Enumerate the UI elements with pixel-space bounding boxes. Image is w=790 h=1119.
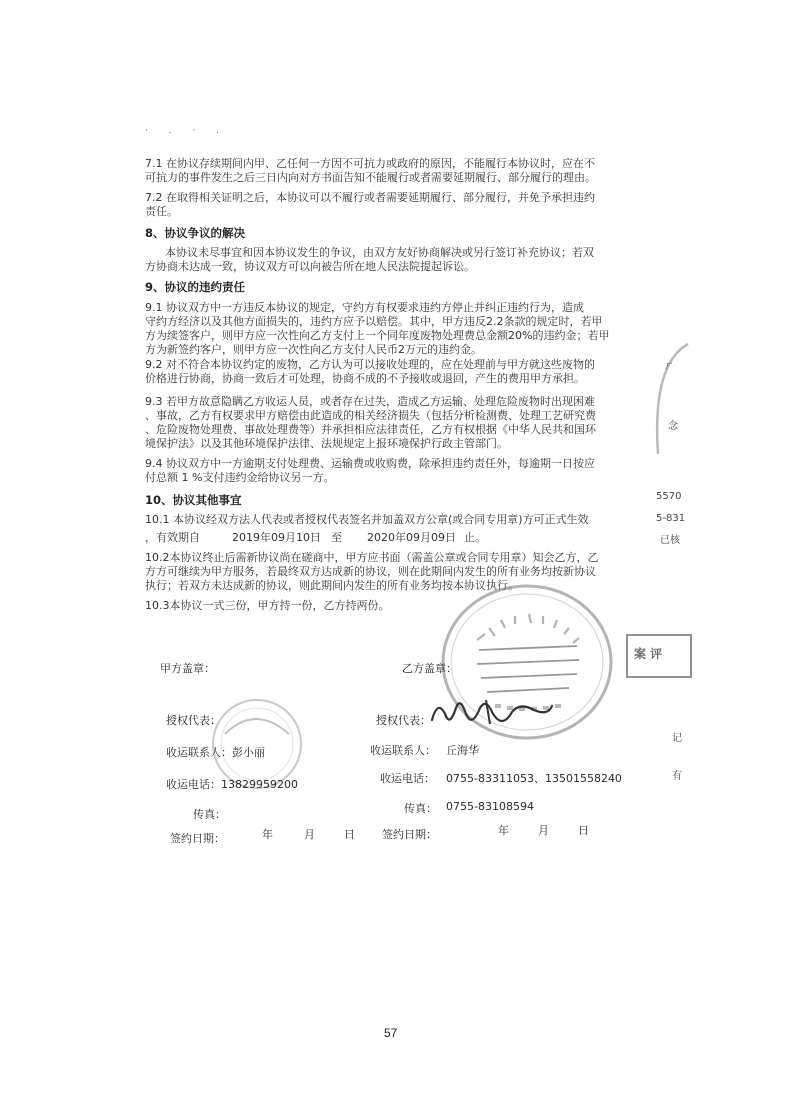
party-b-phone-value: 0755-83311053、13501558240 [446,772,622,785]
party-b-fax-value: 0755-83108594 [446,800,534,813]
clause-9-1-line-2: 守约方经济以及其他方面损失的，违约方应予以赔偿。其中，甲方违反2.2条款的规定时，若甲 [145,315,603,328]
party-b-date-day: 日 [578,824,589,837]
party-a-auth-label: 授权代表： [166,714,221,727]
clause-10-3: 10.3本协议一式三份，甲方持一份，乙方持两份。 [145,599,390,612]
party-b-date-year: 年 [498,824,509,837]
margin-fragment-6: 案 评 [634,647,663,661]
clause-9-4-line-2: 付总额 1 %支付违约金给协议另一方。 [145,471,335,484]
party-a-date-day: 日 [344,828,355,841]
clause-7-1-line-2: 可抗力的事件发生之后三日内向对方书面告知不能履行或者需要延期履行、部分履行的理由。 [145,171,596,184]
clause-9-1-line-1: 9.1 协议双方中一方违反本协议的规定，守约方有权要求违约方停止并纠正违约行为，造成 [145,301,584,314]
clause-8-line-1: 本协议未尽事宜和因本协议发生的争议，由双方友好协商解决或另行签订补充协议；若双 [165,246,594,259]
clause-7-1-line-1: 7.1 在协议存续期间内甲、乙任何一方因不可抗力或政府的原因，不能履行本协议时，应在不 [145,157,595,170]
clause-10-2-line-1: 10.2本协议终止后需新协议尚在磋商中，甲方应书面（需盖公章或合同专用章）知会乙方，乙 [145,551,599,564]
clause-9-2-line-1: 9.2 对不符合本协议约定的废物，乙方认为可以接收处理的，应在处理前与甲方就这些废物的 [145,358,595,371]
clause-8-line-2: 方协商未达成一致，协议双方可以向被告所在地人民法院提起诉讼。 [145,260,475,273]
page-number: 57 [384,1026,398,1040]
validity-to: 至 [331,531,342,544]
clause-9-1-line-4: 方为新签约客户，则甲方应一次性向乙方支付人民币2万元的违约金。 [145,343,482,356]
party-b-date-month: 月 [538,824,549,837]
margin-fragment-8: 有 [672,771,682,782]
clause-9-3-line-4: 境保护法》以及其他环境保护法律、法规规定上报环境保护行政主管部门。 [145,437,508,450]
clause-7-2-line-1: 7.2 在取得相关证明之后，本协议可以不履行或者需要延期履行、部分履行，并免予承担违约 [145,191,595,204]
clause-9-2-line-2: 价格进行协商，协商一致后才可处理，协商不成的不予接收或退回，产生的费用甲方承担。 [145,372,585,385]
margin-fragment-2: 念 [668,421,678,432]
party-b-auth-label: 授权代表： [376,714,431,727]
party-a-sign-date-label: 签约日期： [170,832,225,845]
header-dots: · . · . [145,126,229,136]
section-9-heading: 9、协议的违约责任 [145,280,246,294]
clause-9-3-line-1: 9.3 若甲方故意隐瞒乙方收运人员，或者存在过失，造成乙方运输、处理危险废物时出现困难 [145,395,595,408]
margin-seal-arc-top [650,340,690,460]
party-a-phone: 收运电话：13829959200 [166,778,298,791]
validity-end-date: 2020年09月09日 [367,531,456,544]
party-b-contact-label: 收运联系人： [370,744,436,757]
validity-start-date: 2019年09月10日 [232,531,321,544]
party-a-seal-label: 甲方盖章： [160,662,215,675]
party-b-seal-label: 乙方盖章： [402,662,457,675]
party-b-sign-date-label: 签约日期： [382,828,437,841]
party-b-phone-label: 收运电话： [380,772,435,785]
margin-fragment-3: 5570 [656,491,682,502]
party-b-fax-label: 传真： [404,802,437,815]
clause-9-1-line-3: 方为续签客户，则甲方应一次性向乙方支付上一个同年度废物处理费总金额20%的违约金；若甲 [145,329,610,342]
party-a-date-month: 月 [304,828,315,841]
party-b-handwritten-signature [426,692,556,732]
clause-10-1-line-1: 10.1 本协议经双方法人代表或者授权代表签名并加盖双方公章(或合同专用章)方可正式生效 [145,513,589,526]
clause-9-4-line-1: 9.4 协议双方中一方逾期支付处理费、运输费或收购费，除承担违约责任外，每逾期一日按应 [145,457,595,470]
party-a-date-year: 年 [262,828,273,841]
section-10-heading: 10、协议其他事宜 [145,493,242,507]
party-b-contact-name: 丘海华 [446,744,479,757]
party-a-fax: 传真： [193,808,226,821]
validity-stop: 止。 [464,531,486,544]
margin-fragment-4: 5-831 [656,513,686,524]
margin-fragment-7: 记 [672,733,682,744]
margin-fragment-1: ㄏ [664,361,674,372]
section-8-heading: 8、协议争议的解决 [145,226,246,240]
clause-9-3-line-2: 、事故，乙方有权要求甲方赔偿由此造成的相关经济损失（包括分析检测费、处理工艺研究费 [145,409,596,422]
clause-10-1-validity-prefix: ，有效期自 [145,531,200,544]
margin-stamp-box [626,634,692,678]
clause-9-3-line-3: 、危险废物处理费、事故处理费等）并承担相应法律责任，乙方有权根据《中华人民共和国环 [145,423,596,436]
clause-10-2-line-2: 方方可继续为甲方服务，若最终双方达成新的协议，则在此期间内发生的所有业务均按新协议 [145,565,596,578]
clause-10-2-line-3: 执行；若双方未达成新的协议，则此期间内发生的所有业务均按本协议执行。 [145,579,519,592]
clause-7-2-line-2: 责任。 [145,205,178,218]
party-a-contact: 收运联系人：彭小丽 [166,746,265,759]
margin-fragment-5: 已核 [660,535,680,546]
